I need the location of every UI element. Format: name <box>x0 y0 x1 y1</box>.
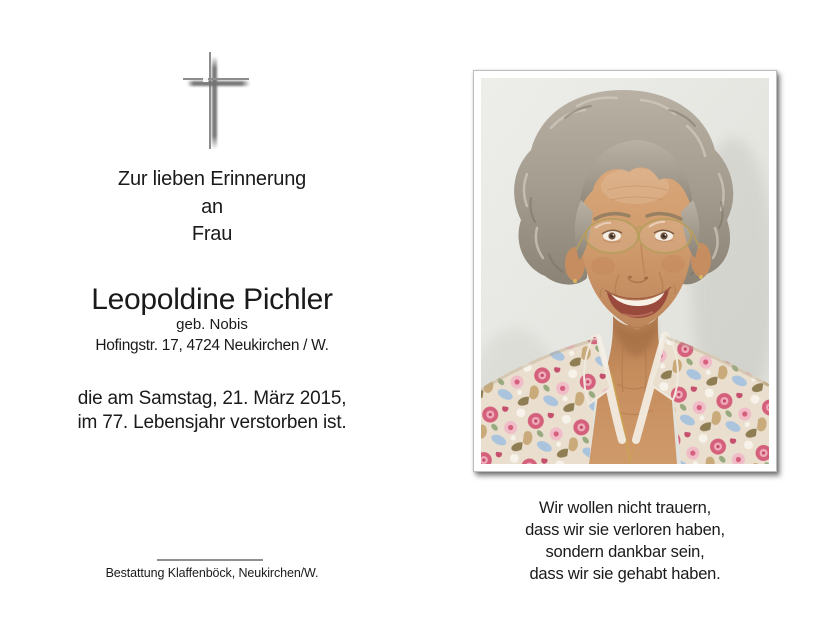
death-line-1: die am Samstag, 21. März 2015, <box>77 388 347 409</box>
cross-vertical-bar <box>212 56 217 149</box>
death-line-2: im 77. Lebensjahr verstorben ist. <box>77 412 347 433</box>
quote-line-1: Wir wollen nicht trauern, <box>539 499 711 517</box>
portrait-photo-frame <box>473 70 777 472</box>
deceased-name: Leopoldine Pichler <box>91 283 333 316</box>
cross-vertical-line <box>209 52 211 149</box>
portrait-photo <box>481 78 769 464</box>
funeral-home-credit: Bestattung Klaffenböck, Neukirchen/W. <box>105 566 319 580</box>
heading-line-2: an <box>201 195 223 218</box>
memorial-heading <box>0 166 424 249</box>
christian-cross-icon <box>183 52 251 149</box>
cross-horizontal-bar <box>187 81 250 86</box>
quote-line-2: dass wir sie verloren haben, <box>525 521 725 539</box>
heading-line-3: Frau <box>191 223 233 245</box>
birth-name: geb. Nobis <box>176 316 248 333</box>
divider-line <box>157 559 263 561</box>
quote-line-4: dass wir sie gehabt haben. <box>529 565 721 583</box>
cross-highlight <box>203 77 208 82</box>
address-line: Hofingstr. 17, 4724 Neukirchen / W. <box>95 337 329 354</box>
quote-line-3: sondern dankbar sein, <box>545 543 705 561</box>
heading-line-1: Zur lieben Erinnerung <box>117 168 307 190</box>
death-statement <box>0 387 424 435</box>
cross-horizontal-line <box>183 78 249 80</box>
memorial-quote <box>465 497 785 585</box>
